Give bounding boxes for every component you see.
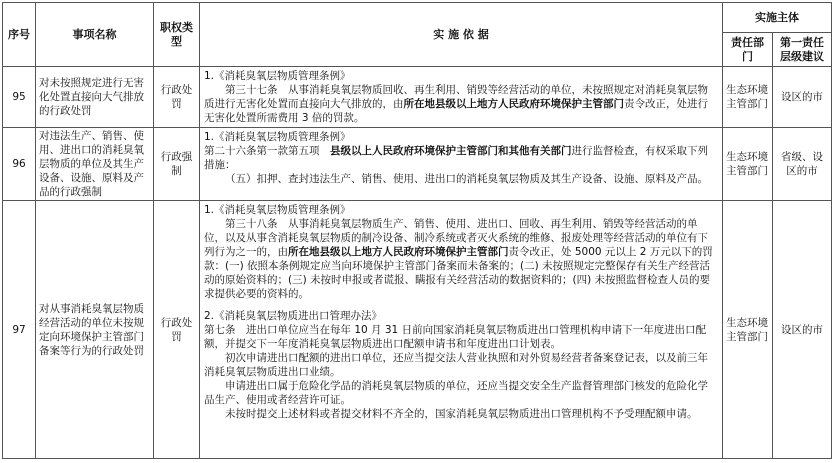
basis-text: 第二十六条第一款第五项	[204, 145, 330, 157]
basis-article	[204, 217, 718, 301]
basis-title: 1.《消耗臭氧层物质管理条例》	[204, 204, 351, 216]
basis-title-2: 2.《消耗臭氧层物质进出口管理办法》	[204, 310, 383, 322]
basis-item: （五）扣押、查封违法生产、销售、使用、进出口的消耗臭氧层物质及其生产设备、设施、原料及产品。	[225, 173, 708, 185]
row-item-name: 对未按照规定进行无害化处置直接向大气排放的行政处罚	[36, 67, 154, 128]
row-level: 设区的市	[773, 201, 832, 459]
basis-authority: 所在地县级以上地方人民政府环境保护主管部门	[403, 98, 624, 110]
table-row	[3, 67, 832, 128]
basis-title: 1.《消耗臭氧层物质管理条例》	[204, 70, 351, 82]
row-power-type: 行政强制	[154, 128, 200, 201]
basis2-paragraph: 申请进出口属于危险化学品的消耗臭氧层物质的单位，还应当提交安全生产监督管理部门核发的危险化学品生产、使用或者经营许可证。	[204, 380, 708, 406]
row-item-name: 对违法生产、销售、使用、进出口的消耗臭氧层物质的单位及其生产设备、设施、原料及产品的行政强制	[36, 128, 154, 201]
basis-article	[204, 144, 718, 172]
header-no: 序号	[3, 3, 36, 67]
basis2-paragraph: 未按时提交上述材料或者提交材料不齐全的，国家消耗臭氧层物质进出口管理机构不予受理配额申请。	[225, 408, 698, 420]
row-item-name: 对从事消耗臭氧层物质经营活动的单位未按规定向环境保护主管部门备案等行为的行政处罚	[36, 201, 154, 459]
basis2-paragraph: 初次申请进出口配额的进出口单位，还应当提交法人营业执照和对外贸易经营者备案登记表，以及前三年消耗臭氧层物质进出口业绩。	[204, 352, 708, 378]
row-no: 95	[3, 67, 36, 128]
row-dept: 生态环境主管部门	[723, 128, 773, 201]
basis-authority: 县级以上人民政府环境保护主管部门和其他有关部门	[330, 145, 572, 157]
row-dept: 生态环境主管部门	[723, 67, 773, 128]
header-subject: 实施主体	[723, 3, 832, 33]
basis-text: 责令改正，处 5000 元以上 2 万元以下的罚款：(一) 依照本条例规定应当向环境保护主管部门备案而未备案的；(二) 未按照规定完整保存有关生产经营活动的原始资料的；(三) 未按时申报或者谎报、瞒报有关经营活动的数据资料的；(四) 未按照监督检查人员的要求提供必要的资料的。	[204, 246, 713, 300]
row-level: 省级、设区的市	[773, 128, 832, 201]
header-level: 第一责任层级建议	[773, 33, 832, 67]
basis-text: 进行监督检查，有权采取下列措施：	[204, 145, 708, 171]
basis-title: 1.《消耗臭氧层物质管理条例》	[204, 131, 351, 143]
row-power-type: 行政处罚	[154, 67, 200, 128]
basis-text: 第三十八条 从事消耗臭氧层物质生产、销售、使用、进出口、回收、再生利用、销毁等经营活动的单位，以及从事含消耗臭氧层物质的制冷设备、制冷系统或者灭火系统的维修、报废处理等经营活动的单位有下列行为之一的，由	[204, 218, 708, 258]
row-no: 97	[3, 201, 36, 459]
row-no: 96	[3, 128, 36, 201]
power-list-table	[2, 2, 832, 459]
row-basis	[200, 67, 723, 128]
row-basis	[200, 201, 723, 459]
header-basis: 实 施 依 据	[200, 3, 723, 67]
row-level: 设区的市	[773, 67, 832, 128]
basis-text: 第三十七条 从事消耗臭氧层物质回收、再生利用、销毁等经营活动的单位，未按照规定对消耗臭氧层物质进行无害化处置而直接向大气排放的，由	[204, 84, 708, 110]
header-power-type: 职权类型	[154, 3, 200, 67]
row-basis	[200, 128, 723, 201]
row-dept: 生态环境主管部门	[723, 201, 773, 459]
table-row	[3, 128, 832, 201]
header-item-name: 事项名称	[36, 3, 154, 67]
basis-text: 责令改正，处进行无害化处置所需费用 3 倍的罚款。	[204, 98, 708, 124]
basis-authority: 所在地县级以上地方人民政府环境保护主管部门	[288, 246, 509, 258]
table-row	[3, 201, 832, 459]
row-power-type: 行政处罚	[154, 201, 200, 459]
basis-article	[204, 83, 718, 125]
basis2-article: 第七条 进出口单位应当在每年 10 月 31 日前向国家消耗臭氧层物质进出口管理机构申请下一年度进出口配额，并提交下一年度消耗臭氧层物质进出口配额申请书和年度进出口计划表。	[204, 324, 707, 350]
header-row	[3, 3, 832, 33]
header-dept: 责任部门	[723, 33, 773, 67]
